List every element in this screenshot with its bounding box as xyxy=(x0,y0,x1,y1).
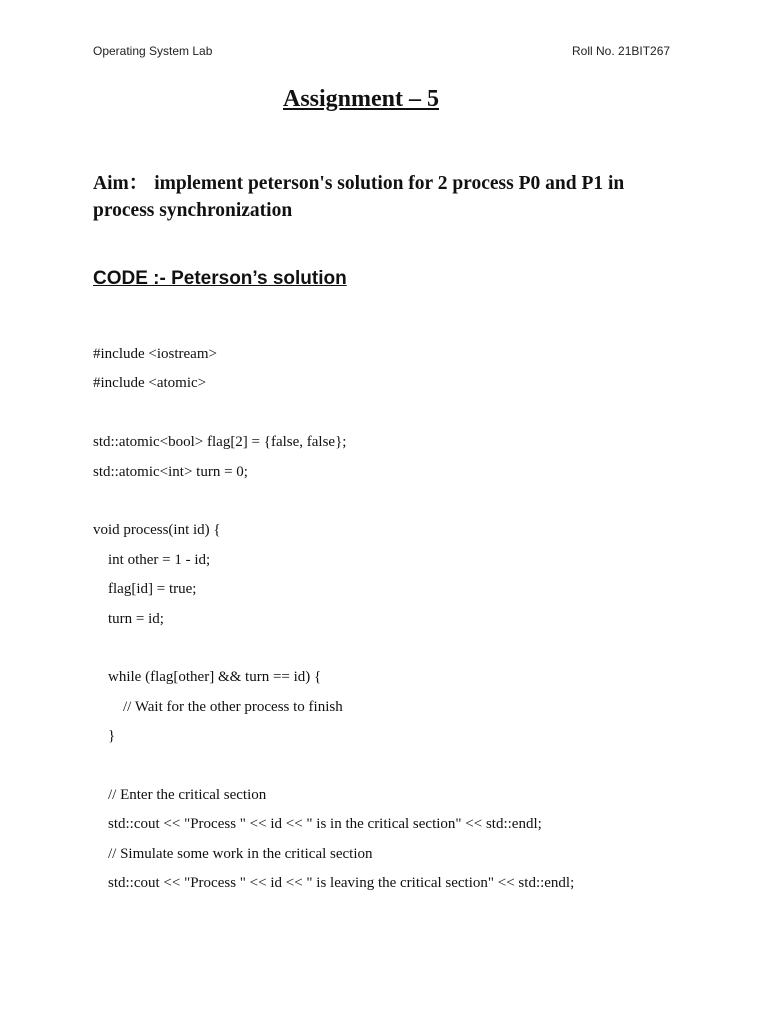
code-line: std::cout << "Process " << id << " is in the critical section" << std::endl; xyxy=(93,816,542,833)
code-line: } xyxy=(93,728,116,745)
code-line: while (flag[other] && turn == id) { xyxy=(93,669,322,686)
page-title: Assignment – 5 xyxy=(282,86,439,112)
code-line: // Simulate some work in the critical section xyxy=(93,845,373,862)
code-line: // Wait for the other process to finish xyxy=(93,698,343,715)
header-roll-number: Roll No. 21BIT267 xyxy=(572,44,671,58)
code-line: std::atomic<bool> flag[2] = {false, false}; xyxy=(93,434,347,451)
code-line xyxy=(93,487,713,516)
aim-label: Aim： xyxy=(93,173,149,194)
code-line: void process(int id) { xyxy=(93,522,221,539)
aim-statement xyxy=(93,170,683,224)
code-line xyxy=(93,634,713,663)
code-line: turn = id; xyxy=(93,610,164,627)
code-line xyxy=(93,751,713,780)
code-line: #include <iostream> xyxy=(93,346,217,362)
aim-text: implement peterson's solution for 2 process P0 and P1 in process synchronization xyxy=(93,173,625,221)
code-line: std::atomic<int> turn = 0; xyxy=(93,463,248,480)
code-line: flag[id] = true; xyxy=(93,581,197,598)
code-line: #include <atomic> xyxy=(93,375,207,392)
code-line: std::cout << "Process " << id << " is leaving the critical section" << std::endl; xyxy=(93,875,575,892)
code-block xyxy=(93,340,713,898)
code-line xyxy=(93,399,713,428)
code-heading: CODE :- Peterson’s solution xyxy=(93,268,347,289)
code-line: // Enter the critical section xyxy=(93,786,267,803)
code-line: int other = 1 - id; xyxy=(93,551,211,568)
header-course-name: Operating System Lab xyxy=(93,44,213,58)
